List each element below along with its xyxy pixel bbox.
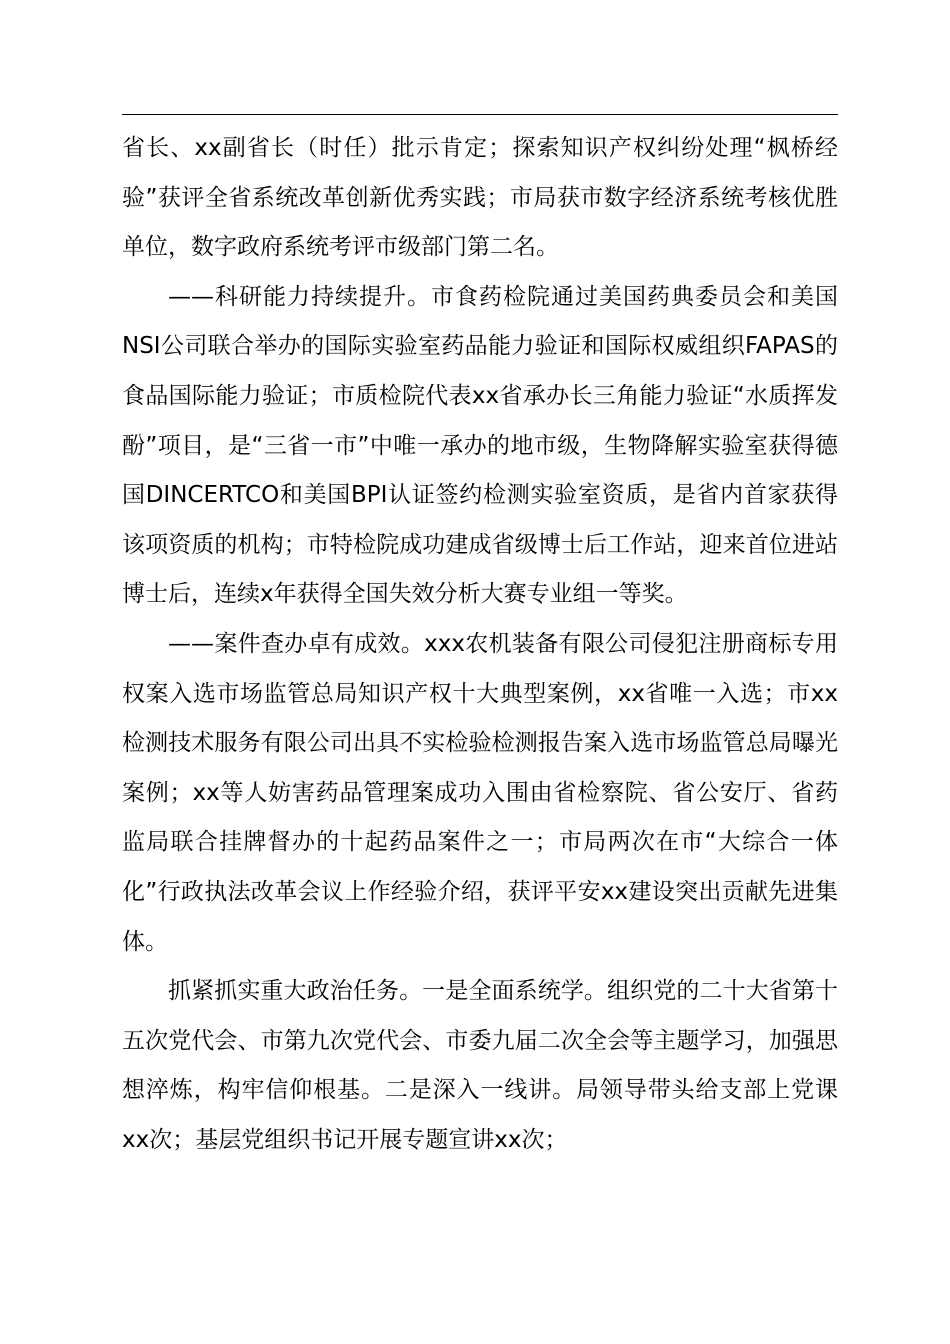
paragraph-case-handling: ——案件查办卓有成效。xxx农机装备有限公司侵犯注册商标专用权案入选市场监管总局知识产权十大典型案例，xx省唯一入选；市xx检测技术服务有限公司出具不实检验检测报告案入选市场监管总局曝光案例；xx等人妨害药品管理案成功入围由省检察院、省公安厅、省药监局联合挂牌督办的十起药品案件之一；市局两次在市“大综合一体化”行政执法改革会议上作经验介绍，获评平安xx建设突出贡献先进集体。 — [122, 630, 838, 955]
document-body — [122, 124, 838, 1165]
paragraph-continuation: 省长、xx副省长（时任）批示肯定；探索知识产权纠纷处理“枫桥经验”获评全省系统改革创新优秀实践；市局获市数字经济系统考核优胜单位，数字政府系统考评市级部门第二名。 — [122, 135, 838, 261]
paragraph-political-tasks: 抓紧抓实重大政治任务。一是全面系统学。组织党的二十大省第十五次党代会、市第九次党代会、市委九届二次全会等主题学习，加强思想淬炼，构牢信仰根基。二是深入一线讲。局领导带头给支部上党课xx次；基层党组织书记开展专题宣讲xx次； — [122, 978, 838, 1153]
paragraph-research-capability: ——科研能力持续提升。市食药检院通过美国药典委员会和美国NSI公司联合举办的国际实验室药品能力验证和国际权威组织FAPAS的食品国际能力验证；市质检院代表xx省承办长三角能力验证“水质挥发酚”项目，是“三省一市”中唯一承办的地市级，生物降解实验室获得德国DINCERTCO和美国BPI认证签约检测实验室资质，是省内首家获得该项资质的机构；市特检院成功建成省级博士后工作站，迎来首位进站博士后，连续x年获得全国失效分析大赛专业组一等奖。 — [122, 283, 838, 608]
header-rule — [122, 114, 838, 115]
